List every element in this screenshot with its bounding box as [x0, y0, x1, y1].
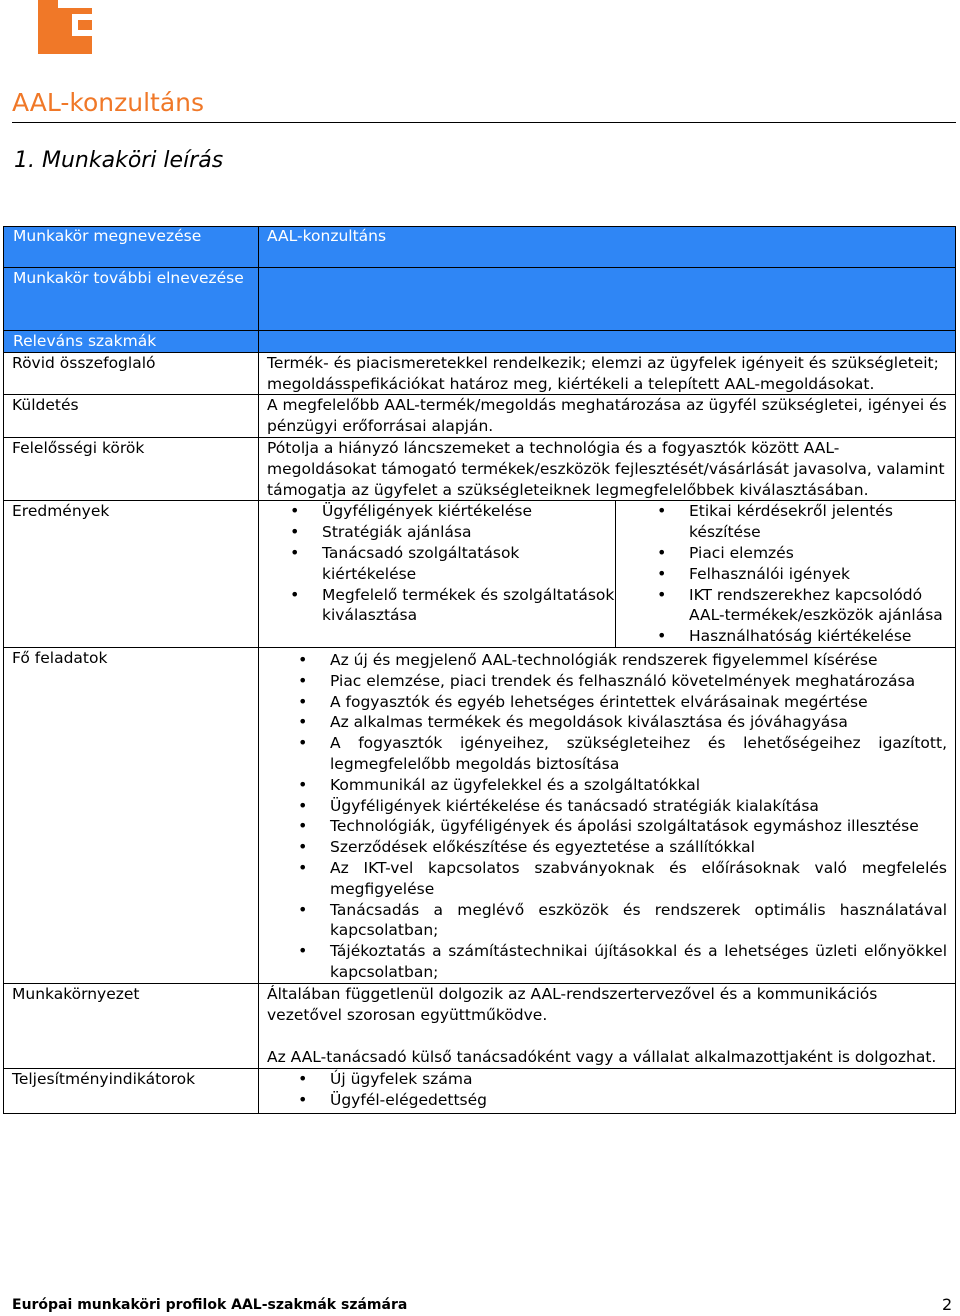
results-label: Eredmények [4, 501, 259, 648]
row-other-names [4, 268, 956, 331]
work-environment-p2: Az AAL-tanácsadó külső tanácsadóként vagy a vállalat alkalmazottjaként is dolgozhat. [267, 1048, 937, 1067]
row-results [4, 501, 956, 648]
mission-value: A megfelelőbb AAL-termék/megoldás meghatározása az ügyfél szükségletei, igényei és pénzügyi erőforrásai alapján. [259, 395, 956, 438]
results-left-list [259, 501, 615, 626]
row-responsibilities [4, 437, 956, 500]
mission-label: Küldetés [4, 395, 259, 438]
list-item: • Etikai kérdésekről jelentés készítése [616, 501, 955, 543]
row-relevant-professions [4, 331, 956, 353]
work-environment-value [259, 983, 956, 1068]
list-item: • Felhasználói igények [616, 564, 955, 585]
list-item: • Új ügyfelek száma [267, 1069, 947, 1090]
page-number: 2 [942, 1295, 953, 1314]
kpis-label: Teljesítményindikátorok [4, 1069, 259, 1114]
other-names-label: Munkakör további elnevezése [4, 268, 259, 331]
footer-text: Európai munkaköri profilok AAL-szakmák számára [12, 1297, 408, 1313]
job-description-table [3, 226, 956, 1114]
results-value [259, 501, 956, 648]
main-tasks-value [259, 647, 956, 983]
list-item: • Piaci elemzés [616, 543, 955, 564]
job-title-value: AAL-konzultáns [259, 227, 956, 268]
job-title-label: Munkakör megnevezése [4, 227, 259, 268]
list-item: • IKT rendszerekhez kapcsolódó AAL-termékek/eszközök ajánlása [616, 585, 955, 627]
summary-value: Termék- és piacismeretekkel rendelkezik; elemzi az ügyfelek igényeit és szükségleteit; megoldásspefikációkat határoz meg, kiértékeli a telepített AAL-megoldásokat. [259, 352, 956, 395]
list-item: • Piac elemzése, piaci trendek és felhasználó követelmények meghatározása [267, 671, 947, 692]
main-tasks-label: Fő feladatok [4, 647, 259, 983]
list-item: • Tanácsadó szolgáltatások kiértékelése [259, 543, 615, 585]
company-logo-icon [38, 0, 92, 54]
kpis-list [267, 1069, 947, 1111]
row-kpis [4, 1069, 956, 1114]
list-item: • Tájékoztatás a számítástechnikai újításokkal és a lehetséges üzleti előnyökkel kapcsolatban; [267, 941, 947, 983]
work-environment-p1: Általában függetlenül dolgozik az AAL-rendszertervezővel és a kommunikációs vezetővel szorosan együttműködve. [267, 984, 878, 1024]
row-work-environment [4, 983, 956, 1068]
list-item: • Stratégiák ajánlása [259, 522, 615, 543]
responsibilities-value: Pótolja a hiányzó láncszemeket a technológia és a fogyasztók között AAL-megoldásokat támogató termékek/eszközök fejlesztését/vásárlását javasolva, valamint támogatja az ügyfelet a szükségleteiknek legmegfelelőbbek kiválasztásában. [259, 437, 956, 500]
relevant-professions-value [259, 331, 956, 353]
summary-label: Rövid összefoglaló [4, 352, 259, 395]
list-item: • Technológiák, ügyféligények és ápolási szolgáltatások egymáshoz illesztése [267, 816, 947, 837]
relevant-professions-label: Releváns szakmák [4, 331, 259, 353]
section-title: 1. Munkaköri leírás [14, 148, 224, 173]
other-names-value [259, 268, 956, 331]
list-item: • Tanácsadás a meglévő eszközök és rendszerek optimális használatával kapcsolatban; [267, 900, 947, 942]
list-item: • Kommunikál az ügyfelekkel és a szolgáltatókkal [267, 775, 947, 796]
list-item: • Használhatóság kiértékelése [616, 626, 955, 647]
list-item: • Szerződések előkészítése és egyeztetése a szállítókkal [267, 837, 947, 858]
list-item: • A fogyasztók és egyéb lehetséges érintettek elvárásainak megértése [267, 692, 947, 713]
list-item: • A fogyasztók igényeihez, szükségleteihez és lehetőségeihez igazított, legmegfelelőbb megoldás biztosítása [267, 733, 947, 775]
row-summary [4, 352, 956, 395]
list-item: • Ügyféligények kiértékelése és tanácsadó stratégiák kialakítása [267, 796, 947, 817]
list-item: • Az IKT-vel kapcsolatos szabványoknak és előírásoknak való megfelelés megfigyelése [267, 858, 947, 900]
row-main-tasks [4, 647, 956, 983]
list-item: • Az új és megjelenő AAL-technológiák rendszerek figyelemmel kísérése [267, 650, 947, 671]
list-item: • Megfelelő termékek és szolgáltatások kiválasztása [259, 585, 615, 627]
list-item: • Ügyfél-elégedettség [267, 1090, 947, 1111]
row-mission [4, 395, 956, 438]
main-tasks-list [267, 650, 947, 983]
list-item: • Az alkalmas termékek és megoldások kiválasztása és jóváhagyása [267, 712, 947, 733]
results-right-list [616, 501, 955, 647]
list-item: • Ügyféligények kiértékelése [259, 501, 615, 522]
title-divider [12, 122, 956, 123]
document-title: AAL-konzultáns [12, 88, 205, 117]
work-environment-label: Munkakörnyezet [4, 983, 259, 1068]
row-job-title [4, 227, 956, 268]
responsibilities-label: Felelősségi körök [4, 437, 259, 500]
kpis-value [259, 1069, 956, 1114]
